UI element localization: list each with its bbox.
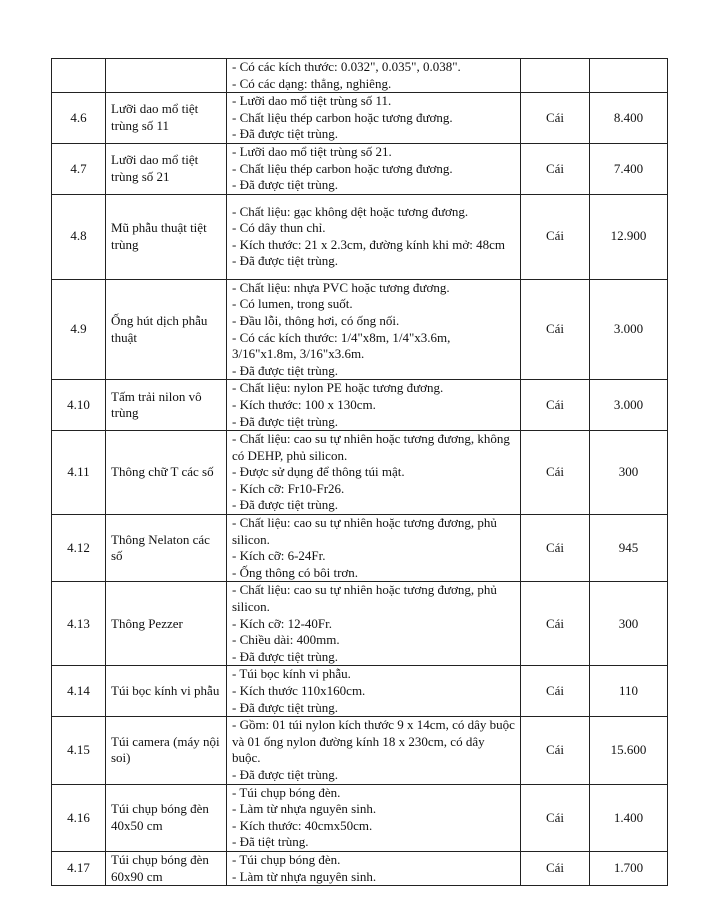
description-line: - Túi chụp bóng đèn. — [232, 784, 341, 800]
item-description-cell — [227, 431, 521, 515]
description-line: - Có lumen, trong suốt. — [232, 296, 353, 312]
description-line: - Lưỡi dao mổ tiệt trùng số 21. — [232, 143, 392, 159]
item-description-cell — [227, 59, 521, 93]
item-number-cell: 4.15 — [52, 717, 106, 784]
description-line: - Kích thước: 21 x 2.3cm, đường kính khi mở: 48cm — [232, 236, 506, 252]
item-description-cell — [227, 784, 521, 851]
item-number-cell: 4.11 — [52, 431, 106, 515]
description-line: - Đã được tiệt trùng. — [232, 362, 338, 378]
item-number-cell: 4.12 — [52, 515, 106, 582]
item-number-cell: 4.6 — [52, 93, 106, 144]
description-line: - Đã được tiệt trùng. — [232, 413, 338, 429]
description-line: - Làm từ nhựa nguyên sinh. — [232, 868, 377, 884]
description-line: - Kích cỡ: 12-40Fr. — [232, 615, 333, 631]
quantity-cell — [590, 59, 668, 93]
description-line: - Đã được tiệt trùng. — [232, 177, 338, 193]
item-name-cell: Lưỡi dao mổ tiệt trùng số 11 — [106, 93, 227, 144]
quantity-cell: 1.400 — [590, 784, 668, 851]
description-line: - Chất liệu: cao su tự nhiên hoặc tương đương, phủ silicon. — [232, 582, 497, 615]
quantity-cell: 15.600 — [590, 717, 668, 784]
quantity-cell: 3.000 — [590, 380, 668, 431]
item-description-cell — [227, 194, 521, 279]
unit-cell: Cái — [521, 717, 590, 784]
item-name-cell: Tấm trải nilon vô trùng — [106, 380, 227, 431]
item-description-cell — [227, 582, 521, 666]
table-row — [52, 194, 668, 279]
unit-cell: Cái — [521, 194, 590, 279]
table-row — [52, 582, 668, 666]
table-row — [52, 717, 668, 784]
table-row — [52, 380, 668, 431]
description-line: - Gồm: 01 túi nylon kích thước 9 x 14cm, có dây buộc và 01 ống nylon đường kính 18 x 230cm, có dây buộc. — [232, 717, 515, 766]
description-line: - Túi chụp bóng đèn. — [232, 852, 341, 867]
item-description-cell — [227, 380, 521, 431]
unit-cell: Cái — [521, 380, 590, 431]
unit-cell: Cái — [521, 852, 590, 886]
description-line: - Đã được tiệt trùng. — [232, 126, 338, 142]
description-line: - Chất liệu: cao su tự nhiên hoặc tương đương, không có DEHP, phủ silicon. — [232, 431, 510, 463]
table-row — [52, 852, 668, 886]
unit-cell: Cái — [521, 515, 590, 582]
item-number-cell: 4.13 — [52, 582, 106, 666]
item-name-cell: Thông chữ T các số — [106, 431, 227, 515]
description-line: - Đã tiệt trùng. — [232, 834, 309, 850]
unit-cell: Cái — [521, 582, 590, 666]
description-line: - Kích thước: 40cmx50cm. — [232, 817, 373, 833]
unit-cell: Cái — [521, 279, 590, 380]
item-name-cell: Ống hút dịch phẫu thuật — [106, 279, 227, 380]
description-line: - Túi bọc kính vi phẫu. — [232, 666, 351, 682]
item-number-cell: 4.14 — [52, 666, 106, 717]
quantity-cell: 7.400 — [590, 143, 668, 194]
table-row — [52, 784, 668, 851]
description-line: - Đã được tiệt trùng. — [232, 648, 338, 664]
description-line: - Kích cỡ: Fr10-Fr26. — [232, 480, 345, 496]
description-line: - Đầu lỗi, thông hơi, có ống nối. — [232, 312, 400, 328]
item-description-cell — [227, 717, 521, 784]
item-description-cell — [227, 279, 521, 380]
quantity-cell: 110 — [590, 666, 668, 717]
description-line: - Lưỡi dao mổ tiệt trùng số 11. — [232, 93, 392, 109]
item-number-cell — [52, 59, 106, 93]
item-description-cell — [227, 852, 521, 886]
table-row — [52, 93, 668, 144]
item-description-cell — [227, 143, 521, 194]
item-name-cell — [106, 59, 227, 93]
item-name-cell: Thông Pezzer — [106, 582, 227, 666]
table-row — [52, 431, 668, 515]
unit-cell: Cái — [521, 143, 590, 194]
item-name-cell: Túi chụp bóng đèn 40x50 cm — [106, 784, 227, 851]
unit-cell: Cái — [521, 431, 590, 515]
description-line: - Đã được tiệt trùng. — [232, 699, 338, 715]
quantity-cell: 3.000 — [590, 279, 668, 380]
description-line: - Chất liệu: nylon PE hoặc tương đương. — [232, 380, 444, 396]
table-row — [52, 279, 668, 380]
description-line: - Có các dạng: thẳng, nghiêng. — [232, 75, 392, 91]
item-description-cell — [227, 515, 521, 582]
table-row — [52, 515, 668, 582]
description-line: - Ống thông có bôi trơn. — [232, 564, 359, 580]
item-name-cell: Thông Nelaton các số — [106, 515, 227, 582]
unit-cell — [521, 59, 590, 93]
spec-table-body — [52, 59, 668, 886]
unit-cell: Cái — [521, 666, 590, 717]
item-number-cell: 4.7 — [52, 143, 106, 194]
description-line: - Chất liệu: gạc không dệt hoặc tương đương. — [232, 203, 469, 219]
table-row — [52, 143, 668, 194]
item-description-cell — [227, 93, 521, 144]
item-number-cell: 4.9 — [52, 279, 106, 380]
item-name-cell: Mũ phẫu thuật tiệt trùng — [106, 194, 227, 279]
table-row — [52, 666, 668, 717]
product-spec-table — [51, 58, 668, 886]
item-description-cell — [227, 666, 521, 717]
description-line: - Chất liệu thép carbon hoặc tương đương. — [232, 109, 453, 125]
table-row — [52, 59, 668, 93]
description-line: - Chất liệu: nhựa PVC hoặc tương đương. — [232, 279, 450, 295]
description-line: - Có các kích thước: 0.032", 0.035", 0.038". — [232, 59, 461, 74]
description-line: - Đã được tiệt trùng. — [232, 253, 338, 269]
item-name-cell: Lưỡi dao mổ tiệt trùng số 21 — [106, 143, 227, 194]
quantity-cell: 300 — [590, 431, 668, 515]
quantity-cell: 945 — [590, 515, 668, 582]
item-number-cell: 4.10 — [52, 380, 106, 431]
description-line: - Có các kích thước: 1/4"x8m, 1/4"x3.6m, 3/16"x1.8m, 3/16"x3.6m. — [232, 329, 451, 362]
item-number-cell: 4.8 — [52, 194, 106, 279]
description-line: - Kích thước 110x160cm. — [232, 683, 366, 699]
unit-cell: Cái — [521, 784, 590, 851]
description-line: - Kích cỡ: 6-24Fr. — [232, 548, 326, 564]
description-line: - Đã được tiệt trùng. — [232, 497, 338, 513]
description-line: - Chiều dài: 400mm. — [232, 632, 340, 648]
description-line: - Chất liệu: cao su tự nhiên hoặc tương đương, phủ silicon. — [232, 515, 497, 547]
item-number-cell: 4.17 — [52, 852, 106, 886]
description-line: - Chất liệu thép carbon hoặc tương đương. — [232, 160, 453, 176]
description-line: - Kích thước: 100 x 130cm. — [232, 396, 376, 412]
description-line: - Làm từ nhựa nguyên sinh. — [232, 801, 377, 817]
quantity-cell: 1.700 — [590, 852, 668, 886]
description-line: - Có dây thun chỉ. — [232, 220, 326, 236]
quantity-cell: 8.400 — [590, 93, 668, 144]
quantity-cell: 12.900 — [590, 194, 668, 279]
description-line: - Đã được tiệt trùng. — [232, 767, 338, 783]
unit-cell: Cái — [521, 93, 590, 144]
item-name-cell: Túi camera (máy nội soi) — [106, 717, 227, 784]
item-name-cell: Túi bọc kính vi phẫu — [106, 666, 227, 717]
item-name-cell: Túi chụp bóng đèn 60x90 cm — [106, 852, 227, 886]
quantity-cell: 300 — [590, 582, 668, 666]
description-line: - Được sử dụng để thông túi mật. — [232, 464, 405, 480]
item-number-cell: 4.16 — [52, 784, 106, 851]
